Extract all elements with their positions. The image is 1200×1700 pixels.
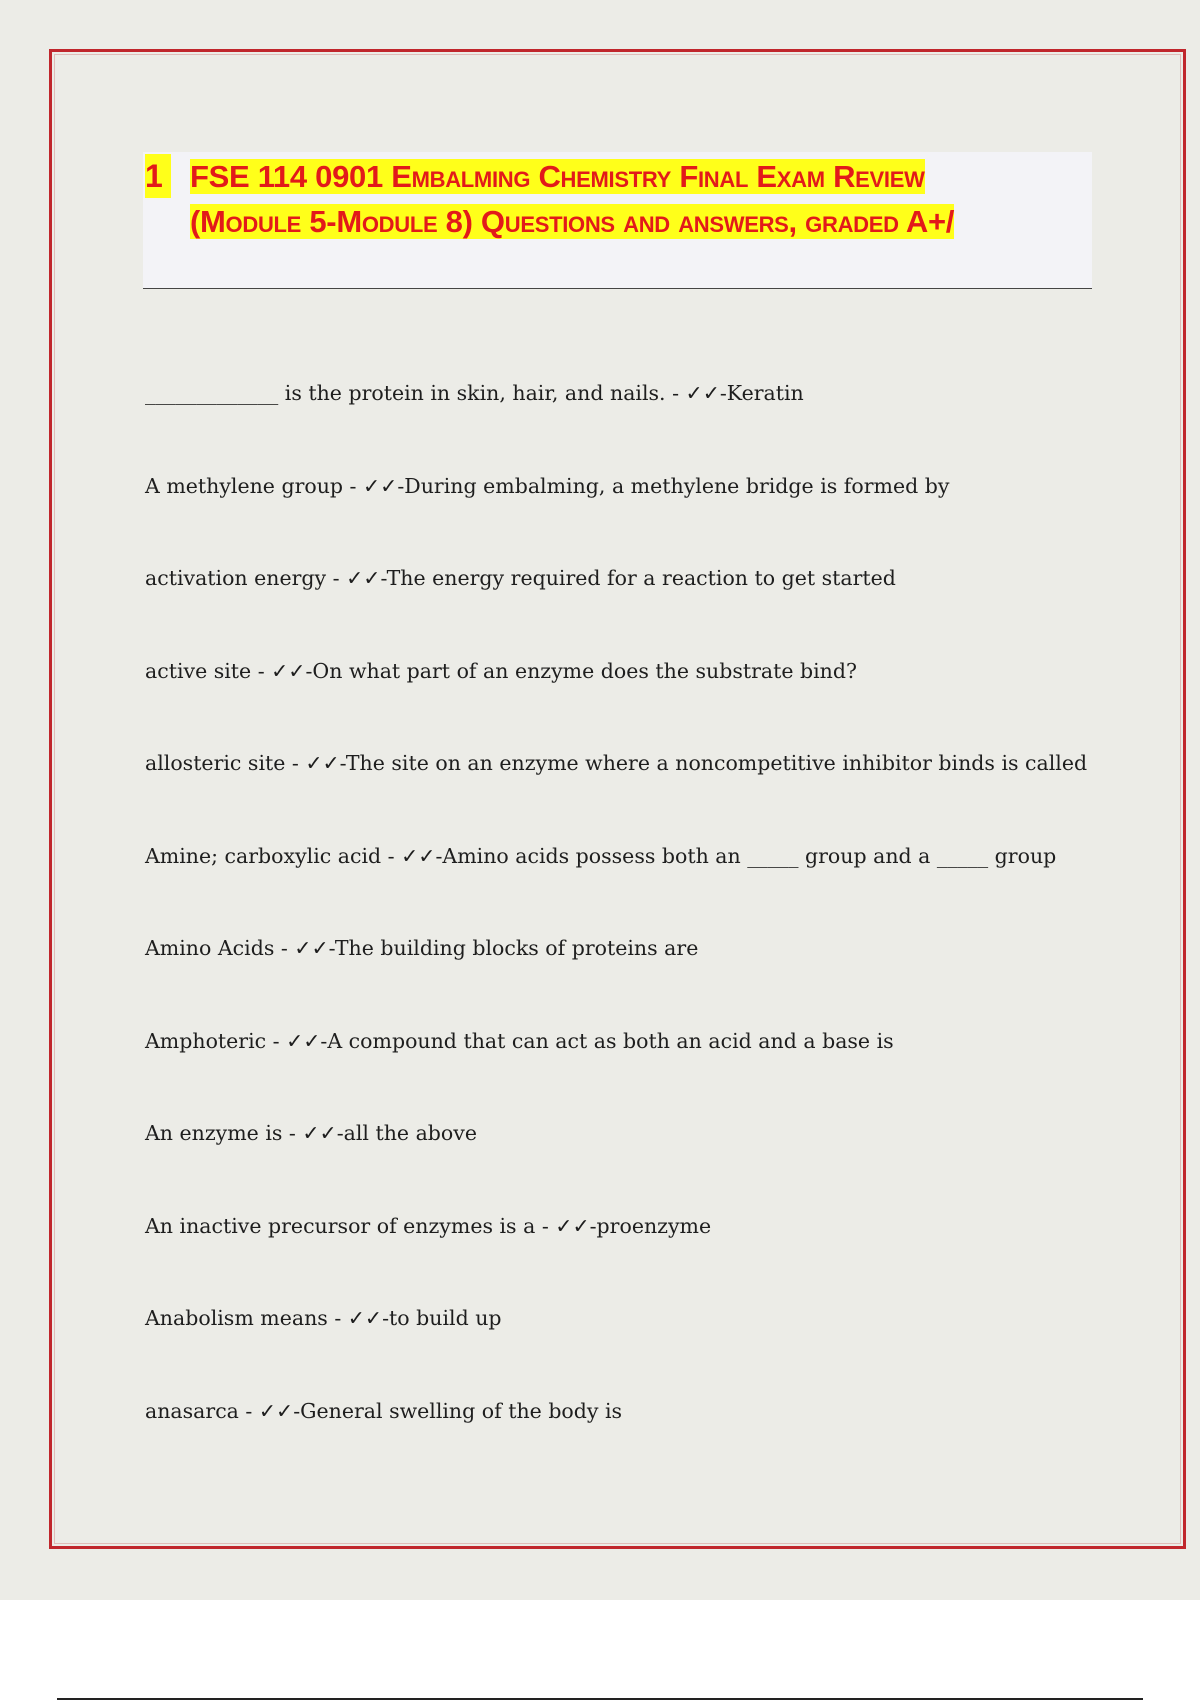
qa-item: _____________ is the protein in skin, hair, and nails. - ✓✓-Keratin — [145, 381, 804, 405]
question-answer-list — [145, 362, 1088, 1472]
qa-item: active site - ✓✓-On what part of an enzyme does the substrate bind? — [145, 658, 857, 683]
heading-number: 1 — [145, 154, 171, 198]
qa-item: activation energy - ✓✓-The energy required for a reaction to get started — [145, 566, 896, 590]
document-title — [190, 154, 1010, 244]
qa-item: An enzyme is - ✓✓-all the above — [145, 1121, 477, 1145]
qa-item: Amino Acids - ✓✓-The building blocks of proteins are — [145, 936, 699, 960]
qa-item: anasarca - ✓✓-General swelling of the body is — [145, 1398, 623, 1423]
qa-item: Anabolism means - ✓✓-to build up — [145, 1306, 502, 1330]
qa-item: allosteric site - ✓✓-The site on an enzyme where a noncompetitive inhibitor binds is called — [145, 751, 1088, 775]
qa-item: An inactive precursor of enzymes is a - ✓✓-proenzyme — [145, 1213, 712, 1238]
qa-item: A methylene group - ✓✓-During embalming, a methylene bridge is formed by — [145, 473, 950, 498]
qa-item: Amine; carboxylic acid - ✓✓-Amino acids possess both an _____ group and a _____ group — [145, 843, 1057, 868]
document-title-text: FSE 114 0901 Embalming Chemistry Final Exam Review (Module 5-Module 8) Questions and answers, graded A+/ — [190, 159, 955, 239]
qa-item: Amphoteric - ✓✓-A compound that can act as both an acid and a base is — [145, 1028, 894, 1053]
